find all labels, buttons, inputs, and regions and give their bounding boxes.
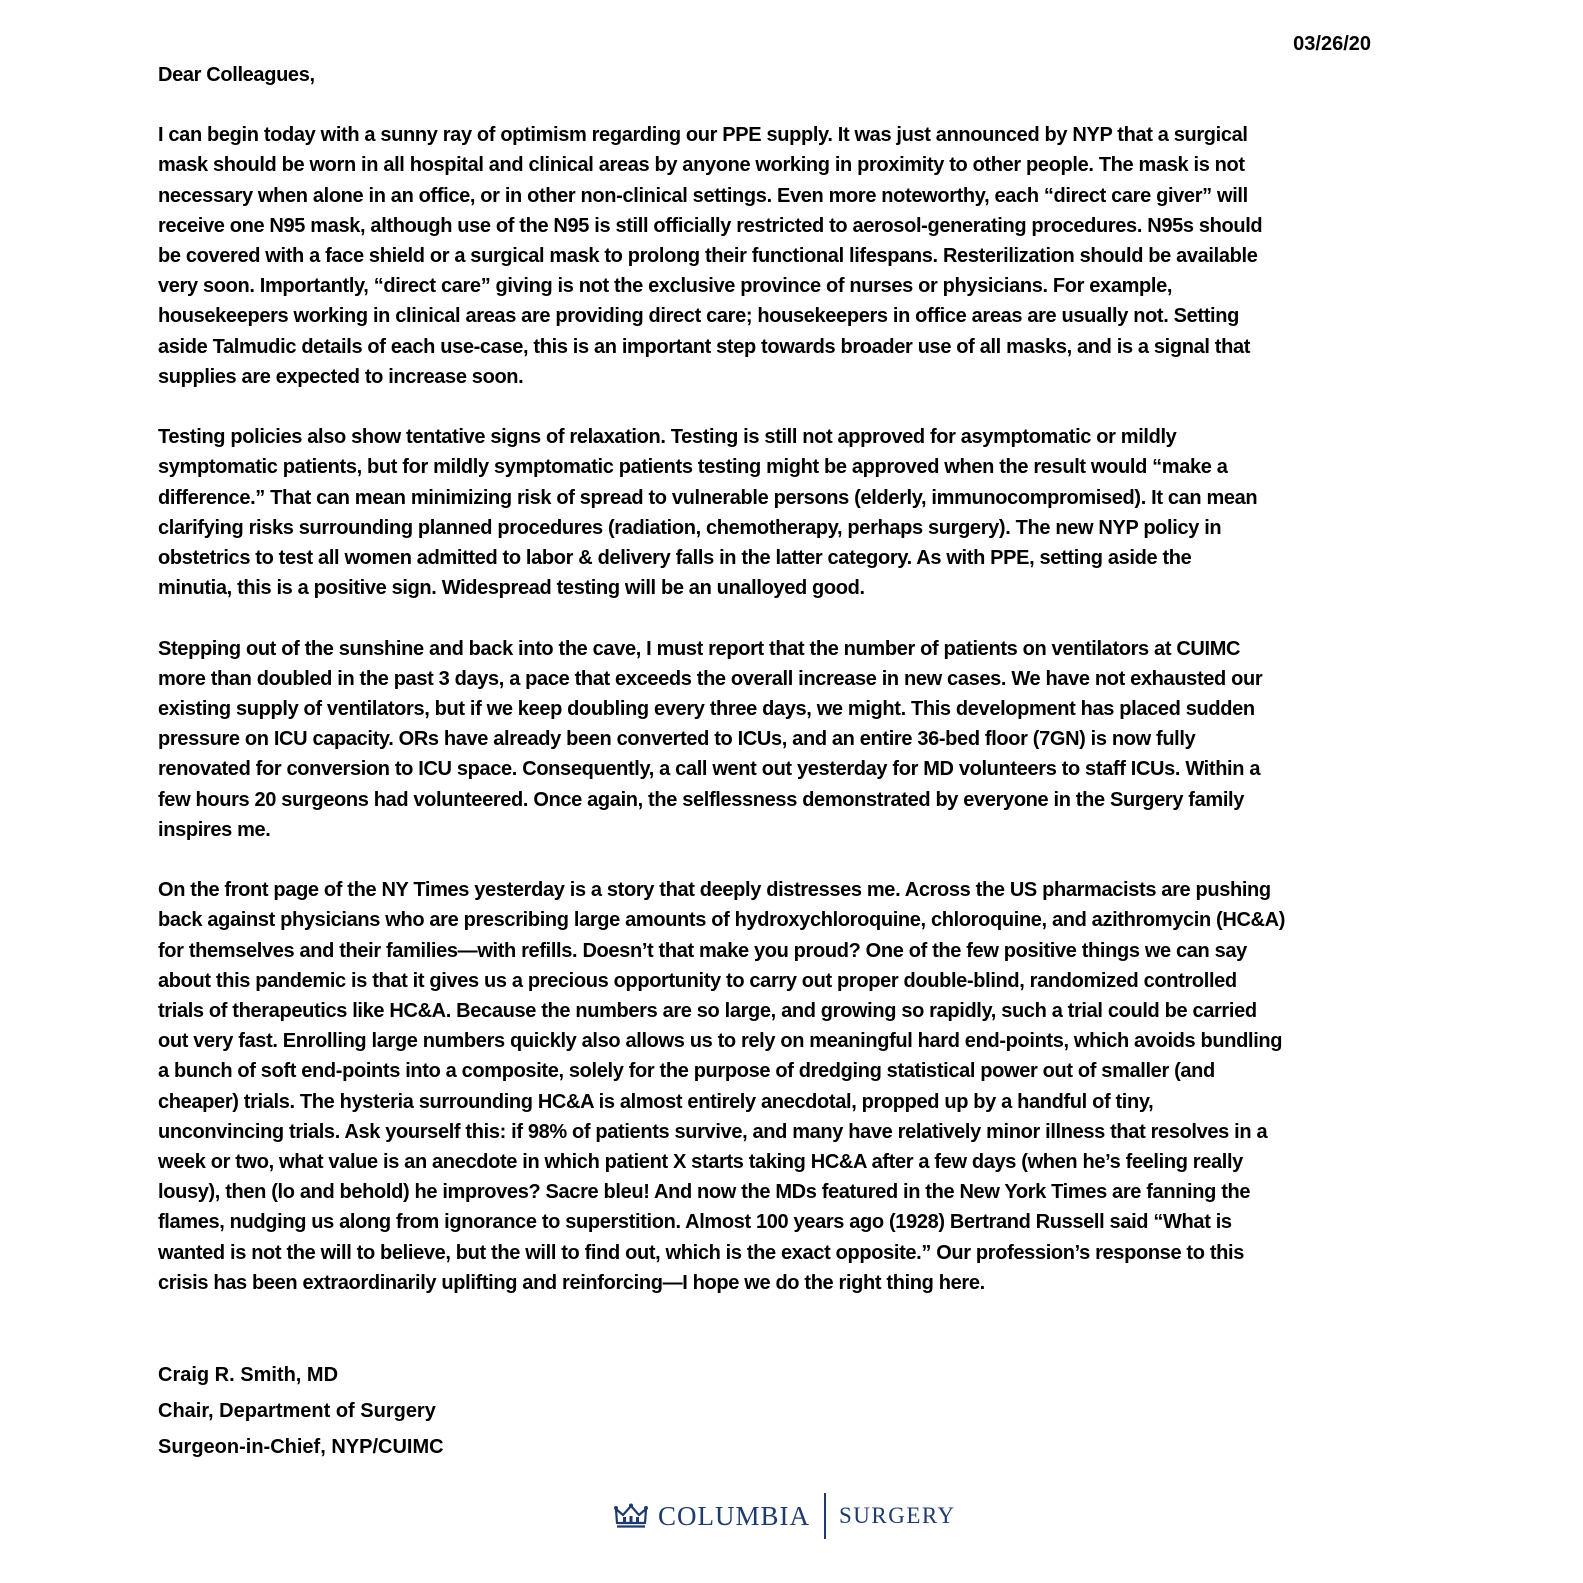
text-line: inspires me. xyxy=(158,818,271,841)
paragraph-ppe-supply xyxy=(158,120,1420,392)
text-line: supplies are expected to increase soon. xyxy=(158,365,524,388)
text-line: mask should be worn in all hospital and clinical areas by anyone working in proximity to other people. The mask is not xyxy=(158,154,1245,177)
text-line: out very fast. Enrolling large numbers quickly also allows us to rely on meaningful hard end-points, which avoids bundling xyxy=(158,1030,1283,1053)
text-line: be covered with a face shield or a surgical mask to prolong their functional lifespans. Resterilization should be available xyxy=(158,245,1258,268)
signature-title-surgeon-in-chief: Surgeon-in-Chief, NYP/CUIMC xyxy=(158,1436,444,1458)
text-line: about this pandemic is that it gives us a precious opportunity to carry out proper double-blind, randomized controlled xyxy=(158,969,1237,992)
paragraph-ventilators xyxy=(158,634,1420,845)
text-line: existing supply of ventilators, but if we keep doubling every three days, we might. This development has placed sudden xyxy=(158,698,1255,721)
paragraph-hca-trials xyxy=(158,875,1420,1298)
text-line: for themselves and their families—with refills. Doesn’t that make you proud? One of the few positive things we can say xyxy=(158,939,1247,962)
text-line: On the front page of the NY Times yesterday is a story that deeply distresses me. Across the US pharmacists are pushing xyxy=(158,879,1271,902)
text-line: clarifying risks surrounding planned procedures (radiation, chemotherapy, perhaps surgery). The new NYP policy in xyxy=(158,516,1222,539)
logo-surgery-word: SURGERY xyxy=(839,1503,956,1528)
logo-divider xyxy=(824,1493,826,1539)
text-line: obstetrics to test all women admitted to labor & delivery falls in the latter category. As with PPE, setting aside the xyxy=(158,547,1192,570)
letter-body xyxy=(158,60,1420,1328)
text-line: aside Talmudic details of each use-case, this is an important step towards broader use of all masks, and is a signal that xyxy=(158,335,1251,358)
logo-columbia-word: COLUMBIA xyxy=(658,1501,811,1531)
text-line: crisis has been extraordinarily uplifting and reinforcing—I hope we do the right thing here. xyxy=(158,1271,985,1294)
text-line: a bunch of soft end-points into a composite, solely for the purpose of dredging statistical power out of smaller (and xyxy=(158,1060,1215,1083)
text-line: symptomatic patients, but for mildly symptomatic patients testing might be approved when the result would “make a xyxy=(158,456,1228,479)
text-line: back against physicians who are prescribing large amounts of hydroxychloroquine, chloroquine, and azithromycin (HC&A) xyxy=(158,909,1286,932)
paragraph-testing-policies xyxy=(158,422,1420,603)
signature-title-chair: Chair, Department of Surgery xyxy=(158,1400,436,1422)
text-line: Stepping out of the sunshine and back into the cave, I must report that the number of patients on ventilators at CUIMC xyxy=(158,637,1241,660)
text-line: flames, nudging us along from ignorance to superstition. Almost 100 years ago (1928) Bertrand Russell said “What is xyxy=(158,1211,1232,1234)
text-line: more than doubled in the past 3 days, a pace that exceeds the overall increase in new cases. We have not exhausted our xyxy=(158,667,1263,690)
text-line: receive one N95 mask, although use of the N95 is still officially restricted to aerosol-generating procedures. N95s should xyxy=(158,214,1263,237)
text-line: lousy), then (lo and behold) he improves? Sacre bleu! And now the MDs featured in the New York Times are fanning the xyxy=(158,1181,1251,1204)
text-line: trials of therapeutics like HC&A. Because the numbers are so large, and growing so rapidly, such a trial could be carried xyxy=(158,1000,1257,1023)
salutation: Dear Colleagues, xyxy=(158,64,315,86)
text-line: few hours 20 surgeons had volunteered. Once again, the selflessness demonstrated by everyone in the Surgery family xyxy=(158,788,1245,811)
signature-name: Craig R. Smith, MD xyxy=(158,1364,339,1386)
text-line: minutia, this is a positive sign. Widespread testing will be an unalloyed good. xyxy=(158,577,865,600)
text-line: wanted is not the will to believe, but the will to find out, which is the exact opposite.” Our profession’s response to this xyxy=(158,1241,1244,1264)
text-line: I can begin today with a sunny ray of optimism regarding our PPE supply. It was just announced by NYP that a surgical xyxy=(158,124,1248,147)
text-line: housekeepers working in clinical areas are providing direct care; housekeepers in office areas are usually not. Setting xyxy=(158,305,1239,328)
text-line: unconvincing trials. Ask yourself this: if 98% of patients survive, and many have relatively minor illness that resolves in a xyxy=(158,1120,1268,1143)
text-line: pressure on ICU capacity. ORs have already been converted to ICUs, and an entire 36-bed floor (7GN) is now fully xyxy=(158,728,1196,751)
text-line: very soon. Importantly, “direct care” giving is not the exclusive province of nurses or physicians. For example, xyxy=(158,275,1173,298)
text-line: necessary when alone in an office, or in other non-clinical settings. Even more noteworthy, each “direct care giver” will xyxy=(158,184,1248,207)
text-line: difference.” That can mean minimizing risk of spread to vulnerable persons (elderly, immunocompromised). It can mean xyxy=(158,486,1258,509)
text-line: week or two, what value is an anecdote in which patient X starts taking HC&A after a few days (when he’s feeling really xyxy=(158,1151,1243,1174)
crown-icon xyxy=(614,1503,648,1529)
letter-date: 03/26/20 xyxy=(1293,33,1371,55)
signature-block xyxy=(158,1357,444,1465)
text-line: Testing policies also show tentative signs of relaxation. Testing is still not approved for asymptomatic or mildly xyxy=(158,426,1177,449)
columbia-surgery-logo xyxy=(614,1494,956,1538)
text-line: renovated for conversion to ICU space. Consequently, a call went out yesterday for MD volunteers to staff ICUs. Within a xyxy=(158,758,1261,781)
text-line: cheaper) trials. The hysteria surrounding HC&A is almost entirely anecdotal, propped up by a handful of tiny, xyxy=(158,1090,1154,1113)
